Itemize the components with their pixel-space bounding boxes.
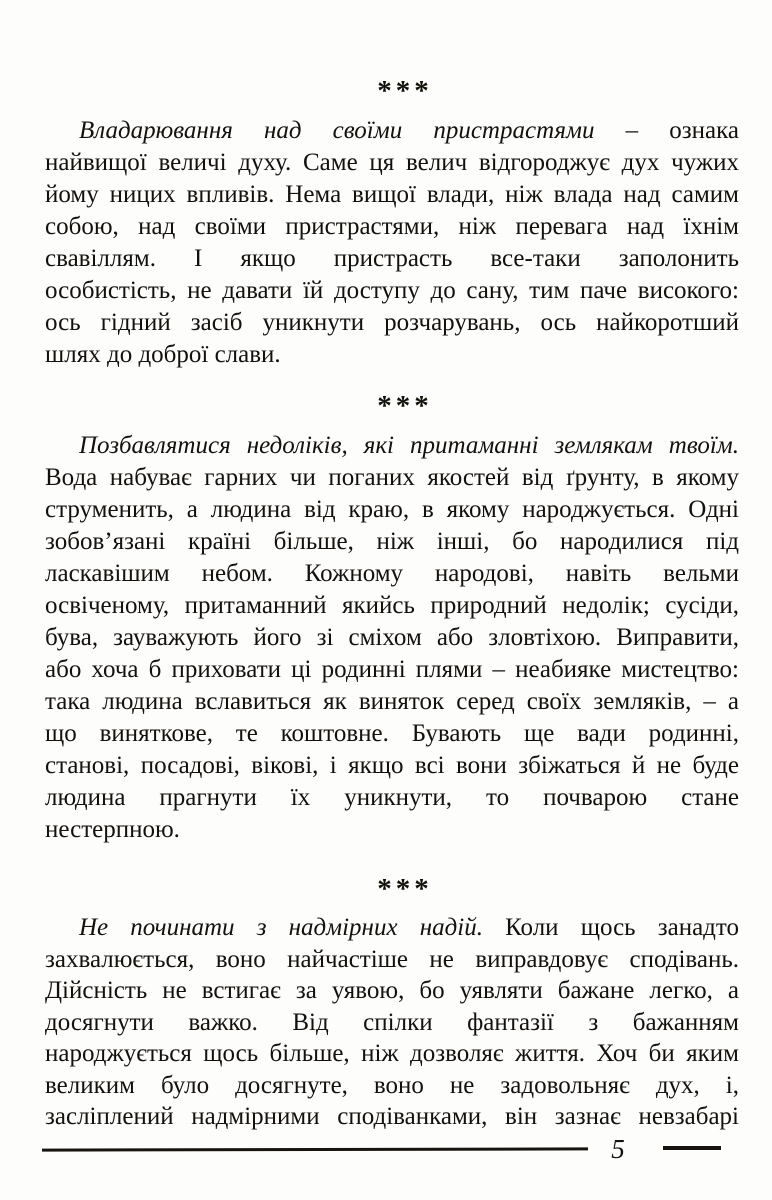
text-line [45,430,739,462]
text-line: Дійсність не встигає за уявою, бо уявляти бажане легко, а [45,977,739,1004]
text-line: зобов’язані країні більше, ніж інші, бо народилися під [45,528,739,555]
page-number: 5 [611,1134,625,1164]
text-line: великим було досягнуте, воно не задовольняє дух, і, [45,1071,739,1099]
text-line: досягнути важко. Від спілки фантазії з бажанням [45,1008,739,1036]
text-line: ось гідний засіб уникнути розчарувань, ось найкоротший [45,309,739,336]
aphorism-lead-rest: – ознака [594,117,739,144]
text-line: свавіллям. І якщо пристрасть все-таки заполонить [45,245,739,272]
aphorism-section-1 [45,115,739,371]
text-line: або хоча б приховати ці родинні плями – неабияке мистецтво: [45,656,739,683]
text-line: народжується щось більше, ніж дозволяє життя. Хоч би яким [45,1040,739,1067]
text-line [45,912,739,944]
text-line: струменить, а людина від краю, в якому народжується. Одні [45,496,739,523]
text-line [45,115,739,147]
aphorism-lead-italic: Не починати з надмірних надій. [79,914,483,941]
text-line: йому ницих впливів. Нема вищої влади, ніж влада над самим [45,181,739,208]
text-line: нестерпною. [45,816,180,843]
text-line: шлях до доброї слави. [45,341,281,368]
text-line: що виняткове, те коштовне. Бувають ще вади родинні, [45,720,739,747]
text-line: найвищої величі духу. Саме ця велич відгороджує дух чужих [45,149,739,176]
footer-rule-line [42,1147,588,1151]
text-line: ласкавішим небом. Кожному народові, навіть вельми [45,560,739,587]
text-line: людина прагнути їх уникнути, то почварою стане [45,784,739,811]
text-line: така людина вславиться як виняток серед своїх земляків, – а [45,688,739,715]
asterisk-separator: *** [377,873,433,905]
asterisk-separator: *** [377,75,433,107]
footer-dash [663,1146,721,1150]
text-line: засліплений надмірними сподіванками, він зазнає невзабарі [45,1103,739,1130]
text-line: Вода набуває гарних чи поганих якостей від ґрунту, в якому [45,464,739,491]
text-line: бува, зауважують його зі сміхом або зловтіхою. Виправити, [45,624,739,651]
aphorism-section-3 [45,912,739,1133]
aphorism-lead-italic: Владарювання над своїми пристрастями [79,117,595,144]
aphorism-lead-rest: Коли щось занадто [482,914,739,941]
aphorism-section-2 [45,430,739,846]
text-line: станові, посадові, вікові, і якщо всі вони збіжаться й не буде [45,752,739,779]
asterisk-separator: *** [377,390,433,422]
text-line: захвалюється, воно найчастіше не виправдовує сподівань. [45,945,739,973]
text-line: освіченому, притаманний якийсь природний недолік; сусіди, [45,592,739,619]
text-line: собою, над своїми пристрастями, ніж перевага над їхнім [45,213,739,240]
text-line: особистість, не давати їй доступу до сану, тим паче високого: [45,277,739,304]
aphorism-lead-italic: Позбавлятися недоліків, які притаманні землякам твоїм. [79,432,739,459]
